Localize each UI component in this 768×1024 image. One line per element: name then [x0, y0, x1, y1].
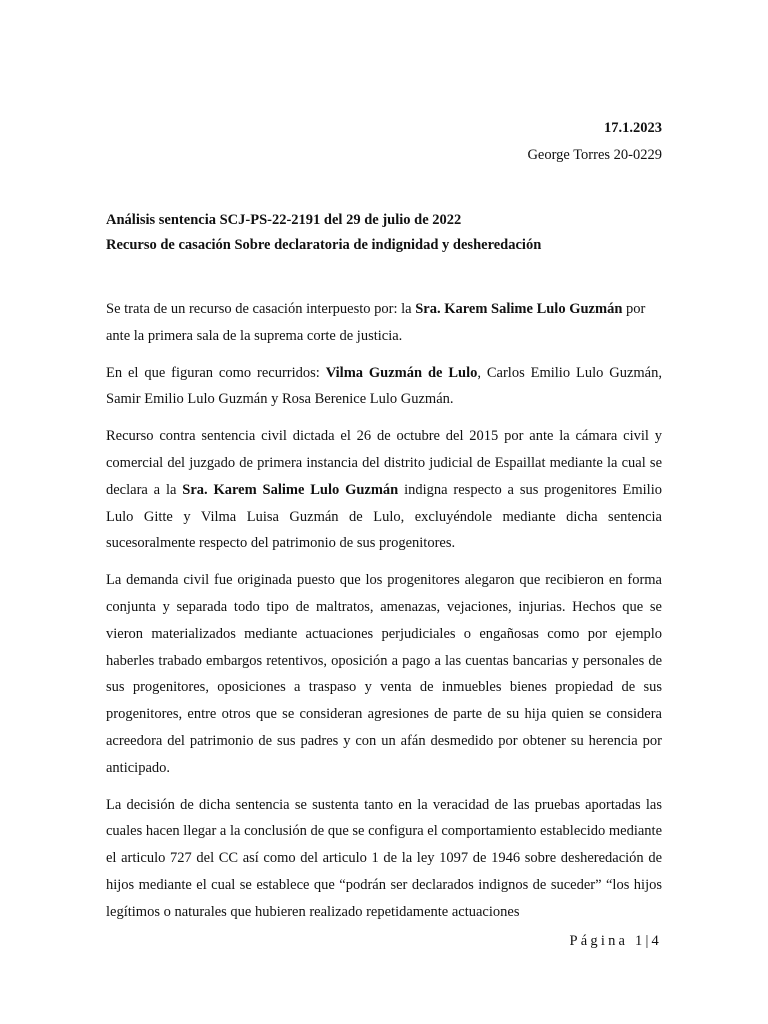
document-date: 17.1.2023: [604, 120, 662, 136]
paragraph-2-text-c: , Carlos Emilio Lulo Guzmán, Samir Emilio Lulo Guzmán y Rosa Berenice Lulo Guzmán.: [106, 364, 662, 408]
paragraph-3: [106, 423, 662, 557]
paragraph-3-text-c: indigna respecto a sus progenitores Emilio Lulo Gitte y Vilma Luisa Guzmán de Lulo, excluyéndole mediante dicha sentencia sucesoralmente respecto del patrimonio de sus progenitores.: [106, 481, 662, 552]
document-body: [106, 296, 662, 936]
title-block: [106, 208, 662, 258]
paragraph-5: La decisión de dicha sentencia se sustenta tanto en la veracidad de las pruebas aportadas las cuales hacen llegar a la conclusión de que se configura el comportamiento establecido mediante el articulo 727 del CC así como del articulo 1 de la ley 1097 de 1946 sobre desheredación de hijos mediante el cual se establece que “podrán ser declarados indignos de suceder” “los hijos legítimos o naturales que hubieren realizado repetidamente actuaciones: [106, 796, 663, 920]
paragraph-1-bold-name: Sra. Karem Salime Lulo Guzmán: [415, 301, 623, 317]
title-line-2: Recurso de casación Sobre declaratoria de indignidad y desheredación: [106, 237, 542, 253]
paragraph-1: [106, 296, 662, 350]
paragraph-1-text-c: por ante la primera sala de la suprema corte de justicia.: [106, 301, 646, 344]
paragraph-3-bold-name: Sra. Karem Salime Lulo Guzmán: [182, 481, 399, 498]
title-line-1: Análisis sentencia SCJ-PS-22-2191 del 29 de julio de 2022: [106, 212, 462, 228]
paragraph-2: [106, 360, 662, 414]
document-author: George Torres 20-0229: [527, 147, 662, 163]
paragraph-2-text-a: En el que figuran como recurridos:: [106, 364, 326, 381]
paragraph-2-bold-name: Vilma Guzmán de Lulo: [325, 364, 478, 381]
paragraph-4: La demanda civil fue originada puesto que los progenitores alegaron que recibieron en forma conjunta y separada todo tipo de maltratos, amenazas, vejaciones, injurias. Hechos que se vieron materializados mediante actuaciones perjudiciales o engañosas como por ejemplo haberles trabado embargos retentivos, oposición a pago a las cuentas bancarias y personales de sus progenitores, oposiciones a traspaso y venta de inmuebles bienes propiedad de sus progenitores, entre otros que se consideran agresiones de parte de su hija quien se considera acreedora del patrimonio de sus padres y con un afán desmedido por obtener su herencia por anticipado.: [106, 572, 662, 776]
paragraph-3-text-a: Recurso contra sentencia civil dictada el 26 de octubre del 2015 por ante la cámara civil y comercial del juzgado de primera instancia del distrito judicial de Espaillat mediante la cual se declara a la: [106, 428, 662, 498]
page-number-footer: Página 1|4: [569, 933, 662, 949]
paragraph-1-text-a: Se trata de un recurso de casación interpuesto por: la: [106, 301, 416, 317]
